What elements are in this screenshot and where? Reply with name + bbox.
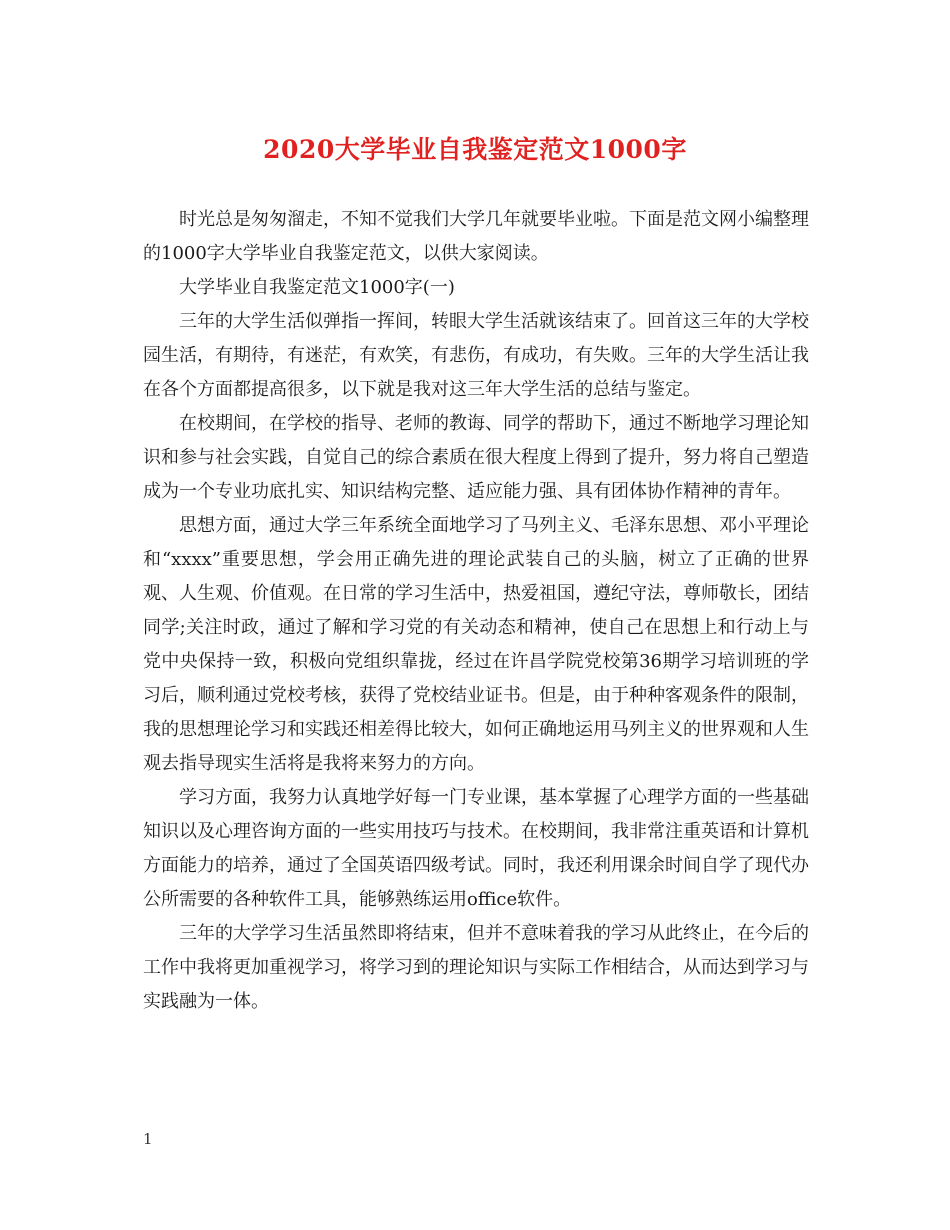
paragraph-ideology: 思想方面，通过大学三年系统全面地学习了马列主义、毛泽东思想、邓小平理论和“xxxx”重要思想，学会用正确先进的理论武装自己的头脑，树立了正确的世界观、人生观、价值观。在日常的学习生活中，热爱祖国，遵纪守法，尊师敬长，团结同学;关注时政，通过了解和学习党的有关动态和精神，使自己在思想上和行动上与党中央保持一致，积极向党组织靠拢，经过在许昌学院党校第36期学习培训班的学习后，顺利通过党校考核，获得了党校结业证书。但是，由于种种客观条件的限制，我的思想理论学习和实践还相差得比较大，如何正确地运用马列主义的世界观和人生观去指导现实生活将是我将来努力的方向。 xyxy=(143,515,809,774)
paragraph-overview: 三年的大学生活似弹指一挥间，转眼大学生活就该结束了。回首这三年的大学校园生活，有期待，有迷茫，有欢笑，有悲伤，有成功，有失败。三年的大学生活让我在各个方面都提高很多，以下就是我对这三年大学生活的总结与鉴定。 xyxy=(143,311,809,400)
document-body xyxy=(143,203,809,1019)
document-title: 2020大学毕业自我鉴定范文1000字 xyxy=(263,135,687,164)
paragraph-study: 学习方面，我努力认真地学好每一门专业课，基本掌握了心理学方面的一些基础知识以及心理咨询方面的一些实用技巧与技术。在校期间，我非常注重英语和计算机方面能力的培养，通过了全国英语四级考试。同时，我还利用课余时间自学了现代办公所需要的各种软件工具，能够熟练运用office软件。 xyxy=(143,787,809,910)
paragraph-intro: 时光总是匆匆溜走，不知不觉我们大学几年就要毕业啦。下面是范文网小编整理的1000字大学毕业自我鉴定范文，以供大家阅读。 xyxy=(143,209,809,264)
section-heading: 大学毕业自我鉴定范文1000字(一) xyxy=(179,277,455,298)
page-number: 1 xyxy=(143,1130,153,1148)
paragraph-school-period: 在校期间，在学校的指导、老师的教诲、同学的帮助下，通过不断地学习理论知识和参与社会实践，自觉自己的综合素质在很大程度上得到了提升，努力将自己塑造成为一个专业功底扎实、知识结构完整、适应能力强、具有团体协作精神的青年。 xyxy=(143,413,809,502)
paragraph-conclusion: 三年的大学学习生活虽然即将结束，但并不意味着我的学习从此终止，在今后的工作中我将更加重视学习，将学习到的理论知识与实际工作相结合，从而达到学习与实践融为一体。 xyxy=(143,923,809,1012)
